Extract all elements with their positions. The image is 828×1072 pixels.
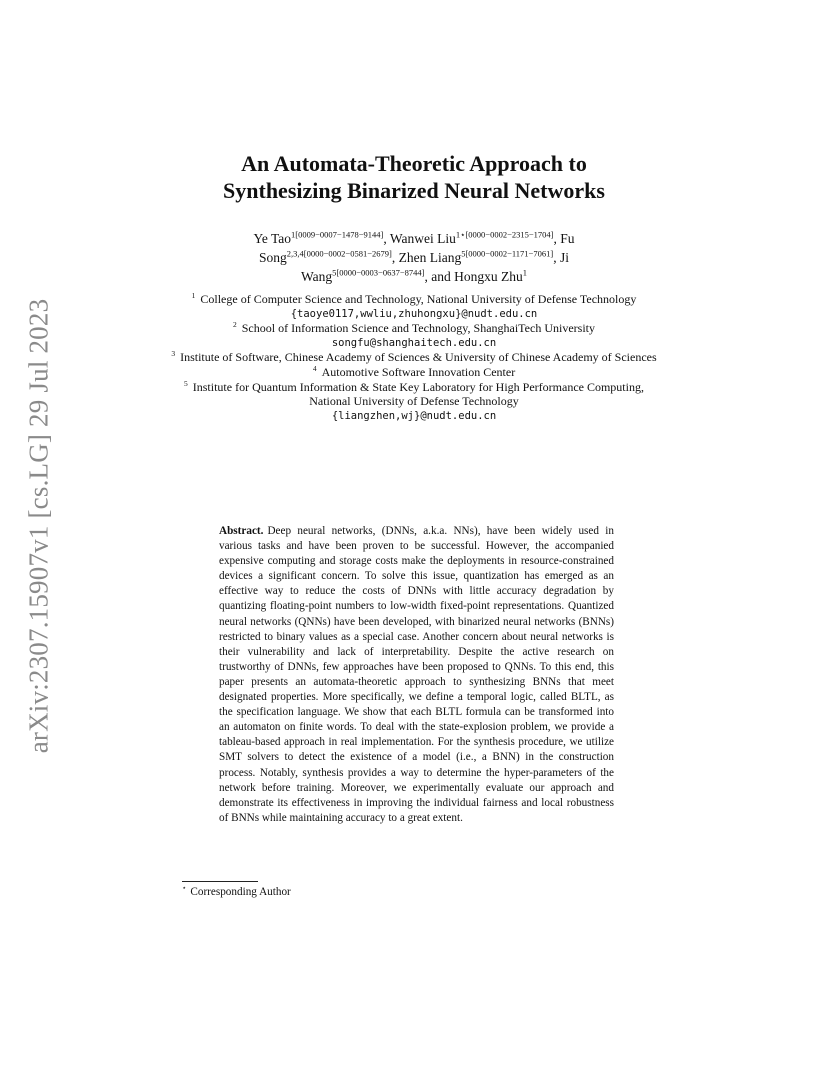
affiliation-number: 5 (184, 378, 188, 388)
footnote-text: Corresponding Author (190, 886, 291, 898)
footnote-divider (182, 881, 258, 882)
author-name: Hongxu Zhu (454, 269, 523, 284)
paper-title (0, 150, 828, 204)
author-affil-orcid: 2,3,4[0000−0002−0581−2679] (286, 248, 392, 259)
affiliation-text: College of Computer Science and Technology, National University of Defense Technology (200, 292, 637, 306)
arxiv-identifier-stamp (16, 296, 62, 756)
affiliation-number: 1 (191, 291, 196, 300)
author-list (210, 229, 618, 286)
arxiv-stamp-text: arXiv:2307.15907v1 [cs.LG] 29 Jul 2023 (23, 298, 54, 754)
author-separator: , (391, 250, 399, 265)
author-separator: , (383, 231, 390, 246)
author-name: Wanwei Liu (389, 231, 456, 246)
footnote-mark: ⋆ (182, 884, 187, 893)
abstract-text: Deep neural networks, (DNNs, a.k.a. NNs), have been widely used in various tasks and have been proven to be successful. However, the accompanied expensive computing and storage costs make the deployments in resource-constrained devices a significant concern. To solve this issue, quantization has emerged as an effective way to reduce the costs of DNNs with little accuracy degradation by quantizing floating-point numbers to low-width fixed-point representations. Quantized neural networks (QNNs) have been developed, with binarized neural networks (BNNs) restricted to binary values as a special case. Another concern about neural networks is their vulnerability and lack of interpretability. Despite the active research on trustworthy of DNNs, few approaches have been proposed to QNNs. To this end, this paper presents an automata-theoretic approach to synthesizing BNNs that meet designated properties. More specifically, we define a temporal logic, called BLTL, as the specification language. We show that each BLTL formula can be transformed into an automaton on finite words. To deal with the state-explosion problem, we provide a tableau-based approach in real implementation. For the synthesis procedure, we utilize SMT solvers to detect the existence of a model (i.e., a BNN) in the construction process. Notably, synthesis provides a way to determine the hyper-parameters of the network before training. Moreover, we experimentally evaluate our approach and demonstrate its effectiveness in improving the individual fairness and local robustness of BNNs while maintaining accuracy to a great extent. (219, 525, 614, 824)
title-line-1: An Automata-Theoretic Approach to (241, 151, 587, 176)
affiliation-number: 3 (171, 349, 176, 359)
affiliation-5 (170, 380, 658, 409)
affiliation-text: School of Information Science and Technology, ShanghaiTech University (241, 321, 595, 336)
author-name: Zhen Liang (398, 250, 462, 265)
author-name: Fu Song (259, 231, 575, 265)
footnote (182, 885, 291, 899)
affiliation-3 (170, 350, 658, 365)
abstract (219, 524, 614, 826)
title-line-2: Synthesizing Binarized Neural Networks (223, 178, 605, 203)
affiliation-email: {liangzhen,wj}@nudt.edu.cn (331, 409, 497, 422)
author-separator: , (553, 250, 560, 265)
affiliation-text: Institute of Software, Chinese Academy of Sciences & University of Chinese Academy of Sciences (180, 350, 657, 365)
affiliation-1 (170, 292, 658, 307)
affiliation-email: songfu@shanghaitech.edu.cn (331, 336, 497, 349)
affiliation-email: {taoye0117,wwliu,zhuhongxu}@nudt.edu.cn (290, 307, 538, 320)
author-separator: , and (424, 269, 455, 284)
author-affil-orcid: 5[0000−0003−0637−8744] (332, 267, 425, 278)
affiliation-text: Institute for Quantum Information & State Key Laboratory for High Performance Computing, National University of Defense Technology (192, 379, 644, 409)
author-name: Ji Wang (301, 250, 569, 284)
affiliation-text: Automotive Software Innovation Center (321, 364, 516, 379)
affiliation-list (170, 292, 658, 423)
abstract-label: Abstract. (219, 525, 264, 537)
affiliation-number: 2 (233, 320, 237, 330)
affiliation-4 (170, 365, 658, 380)
author-affil-orcid: 5[0000−0002−1171−7061] (461, 248, 554, 259)
author-affil-orcid: 1⋆[0000−0002−2315−1704] (455, 229, 554, 240)
author-affil-orcid: 1[0009−0007−1478−9144] (291, 229, 384, 240)
author-separator: , (553, 231, 561, 246)
author-affil-orcid: 1 (522, 267, 527, 278)
author-name: Ye Tao (253, 231, 292, 246)
affiliation-2 (170, 321, 658, 336)
affiliation-number: 4 (312, 363, 317, 373)
